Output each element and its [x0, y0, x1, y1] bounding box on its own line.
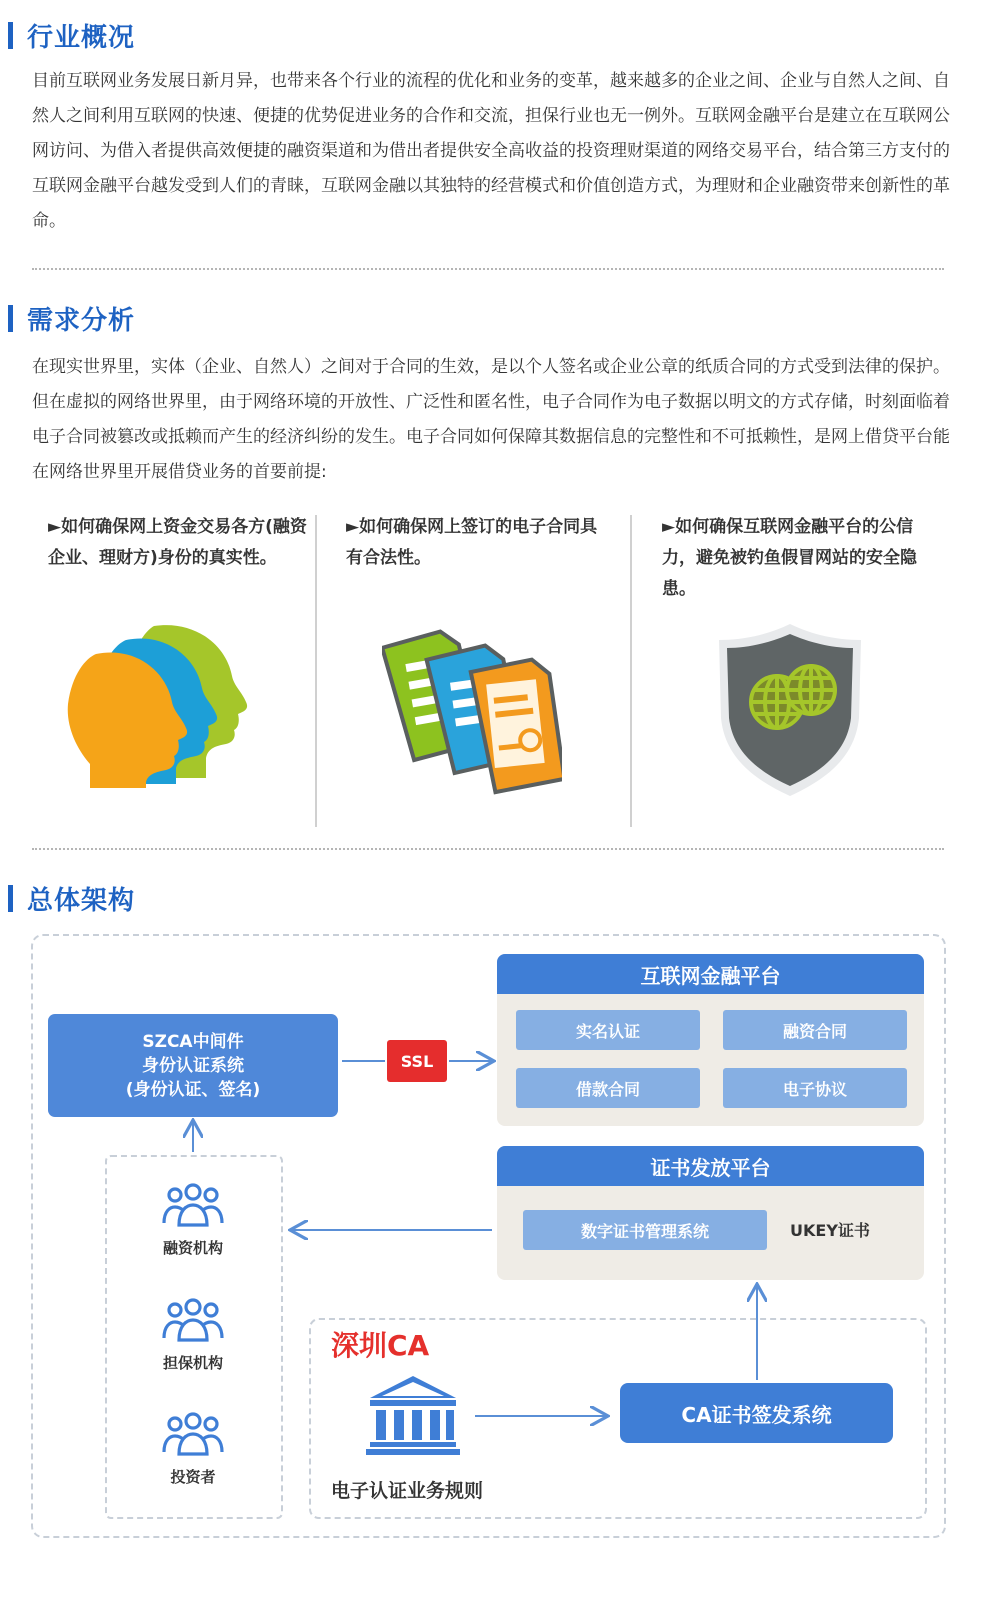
ssl-badge: SSL	[387, 1040, 447, 1082]
certificate-issuance-platform	[497, 1146, 924, 1280]
institution-label: 融资机构	[162, 1239, 223, 1257]
demand-point-credibility: ►如何确保互联网金融平台的公信力，避免被钓鱼假冒网站的安全隐患。	[662, 517, 917, 599]
institution-label: 投资者	[170, 1468, 216, 1486]
institution-guarantee	[105, 1298, 281, 1373]
institution-investor	[105, 1412, 281, 1487]
institution-building-icon	[366, 1374, 460, 1456]
people-group-icon	[161, 1183, 225, 1229]
internet-finance-platform	[497, 954, 924, 1126]
chip-real-name-auth: 实名认证	[516, 1010, 700, 1050]
shenzhen-ca-title: 深圳CA	[331, 1329, 430, 1362]
institution-label: 担保机构	[162, 1354, 223, 1372]
ca-cert-issuing-system: CA证书签发系统	[620, 1383, 893, 1443]
demand-paragraph: 在现实世界里，实体（企业、自然人）之间对于合同的生效，是以个人签名或企业公章的纸质合同的方式受到法律的保护。但在虚拟的网络世界里，由于网络环境的开放性、广泛性和匿名性，电子合同作为电子数据以明文的方式存储，时刻面临着电子合同被篡改或抵赖而产生的经济纠纷的发生。电子合同如何保障其数据信息的完整性和不可抵赖性，是网上借贷平台能在网络世界里开展借贷业务的首要前提:	[32, 357, 950, 482]
ca-business-rules-label: 电子认证业务规则	[331, 1480, 484, 1502]
overview-title: 行业概况	[27, 22, 136, 53]
finance-platform-title: 互联网金融平台	[497, 954, 924, 994]
institution-financing	[105, 1183, 281, 1258]
demand-point-identity: ►如何确保网上资金交易各方(融资企业、理财方)身份的真实性。	[48, 517, 307, 568]
chip-financing-contract: 融资合同	[723, 1010, 907, 1050]
chip-electronic-agreement: 电子协议	[723, 1068, 907, 1108]
demand-point-contract: ►如何确保网上签订的电子合同具有合法性。	[346, 517, 598, 568]
architecture-title: 总体架构	[27, 885, 136, 916]
overview-paragraph: 目前互联网业务发展日新月异，也带来各个行业的流程的优化和业务的变革，越来越多的企业之间、企业与自然人之间、自然人之间利用互联网的快速、便捷的优势促进业务的合作和交流，担保行业也无一例外。互联网金融平台是建立在互联网公网访问、为借入者提供高效便捷的融资渠道和为借出者提供安全高收益的投资理财渠道的网络交易平台，结合第三方支付的互联网金融平台越发受到人们的青睐，互联网金融以其独特的经营模式和价值创造方式，为理财和企业融资带来创新性的革命。	[32, 71, 950, 231]
chip-digital-cert-management: 数字证书管理系统	[523, 1210, 767, 1250]
people-group-icon	[161, 1412, 225, 1458]
szca-middleware-block: SZCA中间件 身份认证系统 (身份认证、签名)	[48, 1014, 338, 1117]
ukey-cert-label: UKEY证书	[790, 1221, 870, 1240]
demand-title: 需求分析	[27, 305, 136, 336]
cert-platform-title: 证书发放平台	[497, 1146, 924, 1186]
people-group-icon	[161, 1298, 225, 1344]
chip-loan-contract: 借款合同	[516, 1068, 700, 1108]
